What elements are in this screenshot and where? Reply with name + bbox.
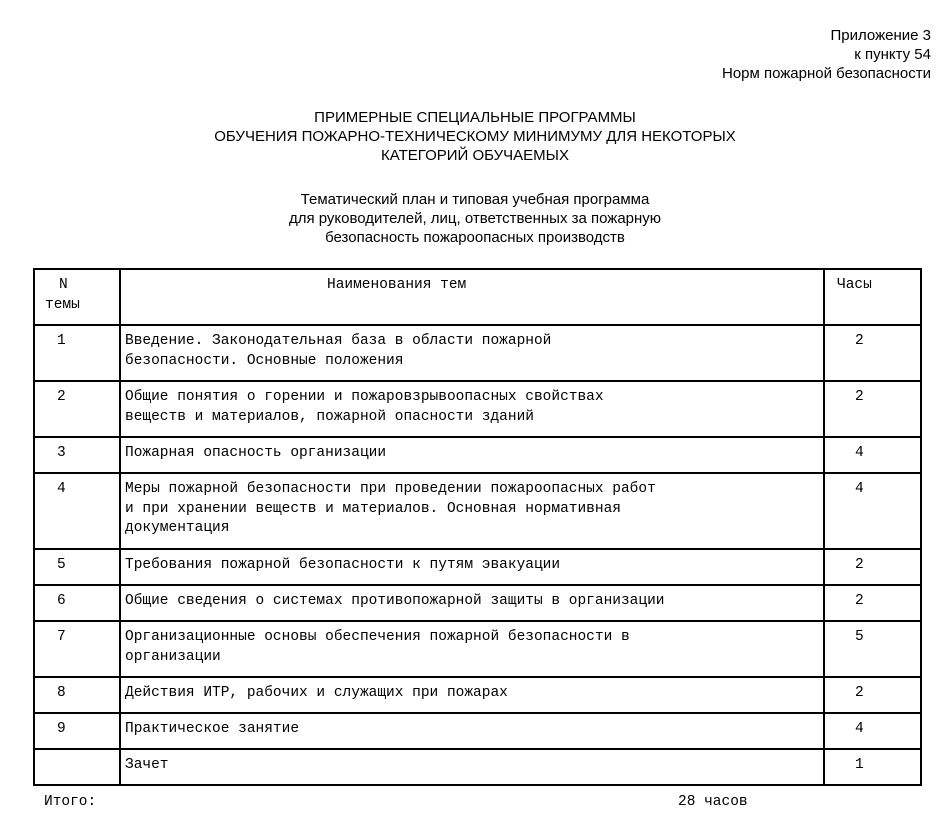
header-topic-number — [34, 269, 120, 325]
topic-line: Меры пожарной безопасности при проведении пожароопасных работ — [125, 481, 656, 497]
appendix-line: Приложение 3 — [830, 27, 931, 44]
topic-name — [120, 437, 824, 473]
topic-hours: 1 — [824, 749, 921, 785]
subtitle-line: Тематический план и типовая учебная программа — [300, 191, 650, 208]
title-line: ПРИМЕРНЫЕ СПЕЦИАЛЬНЫЕ ПРОГРАММЫ — [314, 109, 636, 126]
title-line: ОБУЧЕНИЯ ПОЖАРНО-ТЕХНИЧЕСКОМУ МИНИМУМУ ДЛЯ НЕКОТОРЫХ — [214, 128, 736, 145]
topic-line: организации — [125, 648, 221, 665]
topic-number: 7 — [34, 621, 120, 677]
topic-number: 9 — [34, 713, 120, 749]
header-hours: Часы — [824, 269, 921, 325]
document-subtitle — [0, 190, 950, 247]
topic-line: Действия ИТР, рабочих и служащих при пожарах — [125, 685, 508, 701]
topic-name — [120, 585, 824, 621]
subtitle-line: безопасность пожароопасных производств — [325, 229, 625, 246]
thematic-plan-table — [33, 268, 922, 786]
table-row — [34, 473, 921, 549]
topic-hours: 4 — [824, 713, 921, 749]
topic-line: Зачет — [125, 757, 169, 773]
topic-name — [120, 381, 824, 437]
topic-number: 5 — [34, 549, 120, 585]
topic-line: документация — [125, 520, 230, 536]
table-row — [34, 381, 921, 437]
topic-name — [120, 549, 824, 585]
total-label: Итого: — [44, 794, 97, 810]
table-row — [34, 677, 921, 713]
table-row — [34, 713, 921, 749]
topic-name — [120, 749, 824, 785]
topic-line: безопасности. Основные положения — [125, 352, 404, 369]
appendix-line: к пункту 54 — [854, 46, 931, 63]
topic-hours: 5 — [824, 621, 921, 677]
topic-number: 3 — [34, 437, 120, 473]
table-row — [34, 621, 921, 677]
header-num-sublabel: темы — [45, 296, 80, 313]
topic-line: Пожарная опасность организации — [125, 445, 387, 461]
topic-line: веществ и материалов, пожарной опасности зданий — [125, 408, 534, 425]
topic-line: Общие сведения о системах противопожарной защиты в организации — [125, 593, 665, 609]
document-title — [0, 108, 950, 165]
topic-name — [120, 677, 824, 713]
appendix-line: Норм пожарной безопасности — [721, 65, 931, 82]
table-header-row — [34, 269, 921, 325]
header-topic-name: Наименования тем — [120, 269, 824, 325]
table-row — [34, 749, 921, 785]
topic-hours: 4 — [824, 473, 921, 549]
topic-hours: 2 — [824, 549, 921, 585]
table-row — [34, 325, 921, 381]
topic-hours: 2 — [824, 325, 921, 381]
topic-hours: 2 — [824, 585, 921, 621]
topic-number: 1 — [34, 325, 120, 381]
total-value: 28 часов — [678, 794, 748, 810]
table-row — [34, 437, 921, 473]
topic-hours: 2 — [824, 677, 921, 713]
topic-name — [120, 473, 824, 549]
topic-line: Общие понятия о горении и пожаровзрывоопасных свойствах — [125, 389, 604, 405]
table-row — [34, 585, 921, 621]
topic-number — [34, 749, 120, 785]
title-line: КАТЕГОРИЙ ОБУЧАЕМЫХ — [381, 147, 569, 164]
appendix-reference — [722, 26, 931, 83]
topic-line: Введение. Законодательная база в области пожарной — [125, 333, 552, 349]
table-row — [34, 549, 921, 585]
topic-line: Практическое занятие — [125, 721, 300, 737]
topic-line: Требования пожарной безопасности к путям эвакуации — [125, 557, 561, 573]
topic-number: 8 — [34, 677, 120, 713]
header-num-label: N — [59, 277, 68, 293]
topic-line: и при хранении веществ и материалов. Основная нормативная — [125, 500, 621, 517]
topic-number: 4 — [34, 473, 120, 549]
topic-line: Организационные основы обеспечения пожарной безопасности в — [125, 629, 630, 645]
topic-number: 2 — [34, 381, 120, 437]
subtitle-line: для руководителей, лиц, ответственных за пожарную — [288, 210, 662, 227]
topic-hours: 2 — [824, 381, 921, 437]
topic-number: 6 — [34, 585, 120, 621]
topic-hours: 4 — [824, 437, 921, 473]
topic-name — [120, 713, 824, 749]
topic-name — [120, 621, 824, 677]
topic-name — [120, 325, 824, 381]
